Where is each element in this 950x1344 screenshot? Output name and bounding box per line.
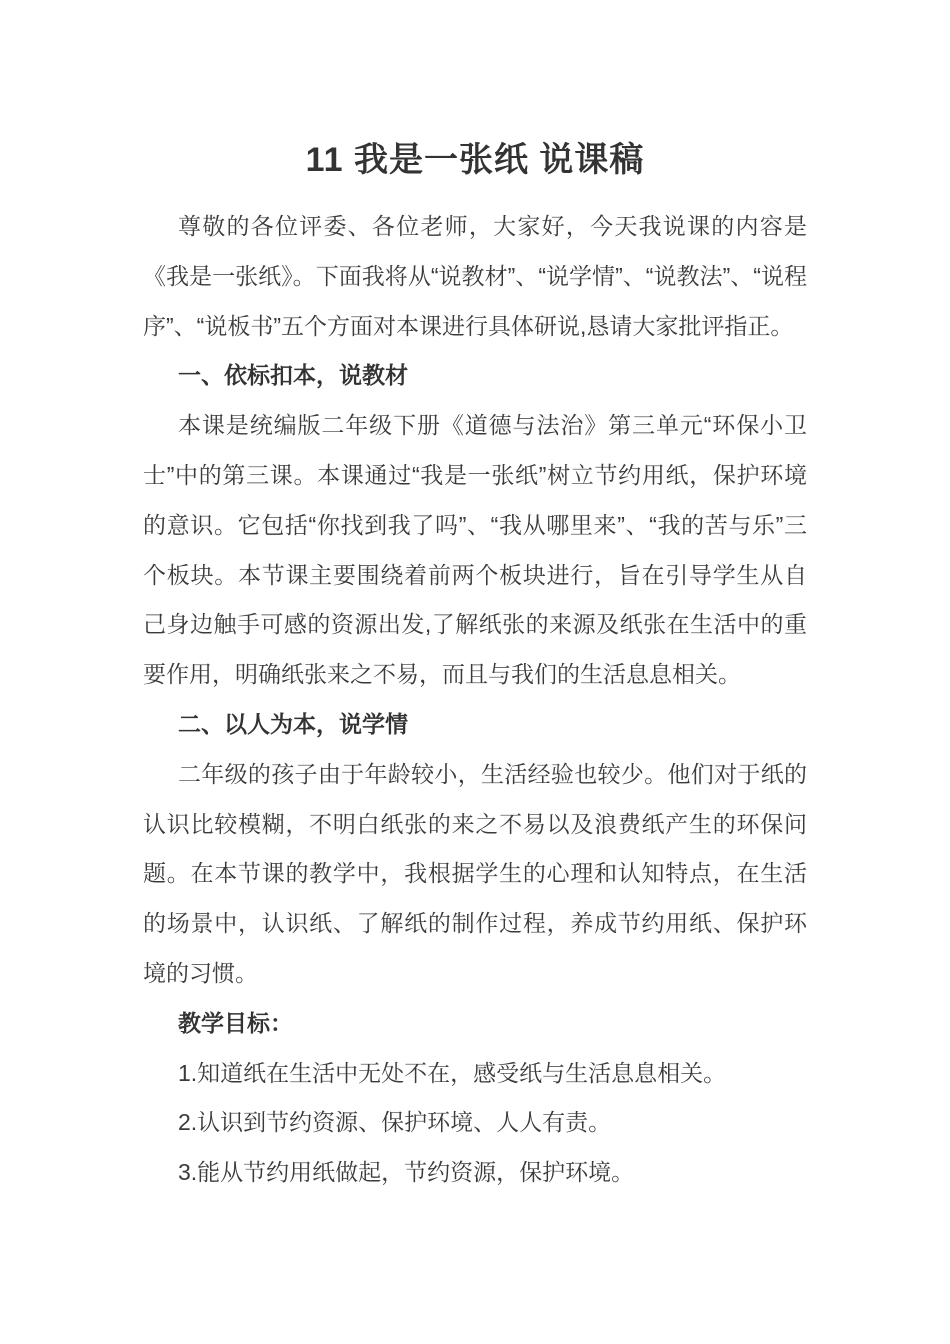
section-heading-objectives: 教学目标： <box>178 1009 293 1036</box>
section-body-learners: 二年级的孩子由于年龄较小，生活经验也较少。他们对于纸的认识比较模糊，不明白纸张的来之不易以及浪费纸产生的环保问题。在本节课的教学中，我根据学生的心理和认知特点，在生活的场景中，认识纸、了解纸的制作过程，养成节约用纸、保护环境的习惯。 <box>143 760 807 986</box>
document-body <box>143 202 807 1198</box>
objective-item-3: 3.能从节约用纸做起，节约资源，保护环境。 <box>178 1159 635 1186</box>
section-heading-learners: 二、以人为本，说学情 <box>178 710 408 737</box>
document-title: 11 我是一张纸 说课稿 <box>305 141 645 179</box>
intro-paragraph: 尊敬的各位评委、各位老师，大家好，今天我说课的内容是《我是一张纸》。下面我将从“说教材”、“说学情”、“说教法”、“说程序”、“说板书”五个方面对本课进行具体研说,恳请大家批评指正。 <box>143 213 807 339</box>
section-body-materials: 本课是统编版二年级下册《道德与法治》第三单元“环保小卫士”中的第三课。本课通过“我是一张纸”树立节约用纸，保护环境的意识。它包括“你找到我了吗”、“我从哪里来”、“我的苦与乐”三个板块。本节课主要围绕着前两个板块进行，旨在引导学生从自己身边触手可感的资源出发,了解纸张的来源及纸张在生活中的重要作用，明确纸张来之不易，而且与我们的生活息息相关。 <box>143 412 807 688</box>
objective-item-2: 2.认识到节约资源、保护环境、人人有责。 <box>178 1109 612 1136</box>
section-heading-materials: 一、依标扣本，说教材 <box>178 362 408 389</box>
objective-item-1: 1.知道纸在生活中无处不在，感受纸与生活息息相关。 <box>178 1059 727 1086</box>
